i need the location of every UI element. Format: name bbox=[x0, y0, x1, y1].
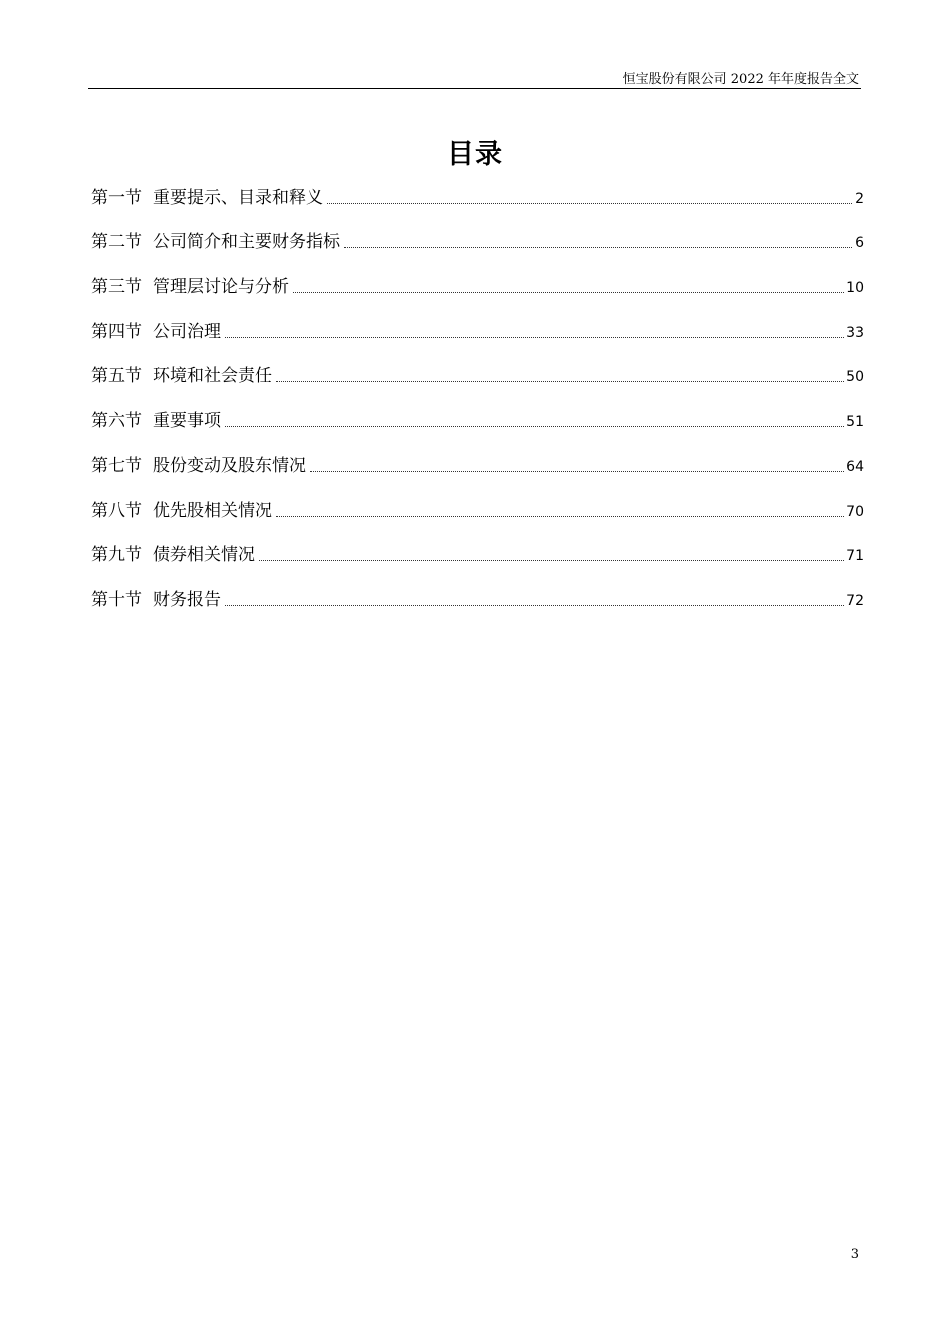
toc-entry[interactable] bbox=[91, 365, 864, 410]
toc-page-number: 71 bbox=[846, 548, 864, 565]
page-header bbox=[88, 66, 861, 89]
toc-section-number: 第十节 bbox=[91, 589, 142, 610]
toc-page-number: 33 bbox=[846, 324, 864, 341]
toc-dot-leader bbox=[225, 337, 844, 338]
toc-dot-leader bbox=[327, 203, 852, 204]
toc-dot-leader bbox=[344, 247, 852, 248]
toc-entry[interactable] bbox=[91, 544, 864, 589]
toc-section-number: 第七节 bbox=[91, 455, 142, 476]
toc-section-number: 第二节 bbox=[91, 232, 142, 253]
toc-section-number: 第九节 bbox=[91, 545, 142, 566]
toc-entry[interactable] bbox=[91, 499, 864, 544]
toc-page-number: 64 bbox=[846, 458, 864, 475]
toc-section-number: 第六节 bbox=[91, 411, 142, 432]
page-title: 目录 bbox=[447, 139, 503, 170]
toc-section-title: 优先股相关情况 bbox=[153, 500, 272, 521]
toc-page-number: 10 bbox=[846, 280, 864, 297]
toc-section-number: 第四节 bbox=[91, 321, 142, 342]
toc-entry[interactable] bbox=[91, 275, 864, 320]
header-text: 恒宝股份有限公司 2022 年年度报告全文 bbox=[622, 72, 859, 87]
toc-dot-leader bbox=[276, 381, 844, 382]
toc-section-title: 重要事项 bbox=[153, 411, 221, 432]
toc-section-title: 公司治理 bbox=[153, 321, 221, 342]
toc-entry[interactable] bbox=[91, 231, 864, 276]
toc-section-title: 财务报告 bbox=[153, 589, 221, 610]
toc-page-number: 6 bbox=[855, 235, 864, 252]
toc-section-title: 股份变动及股东情况 bbox=[153, 455, 306, 476]
toc-page-number: 50 bbox=[846, 369, 864, 386]
toc-section-number: 第三节 bbox=[91, 277, 142, 298]
toc-dot-leader bbox=[310, 471, 844, 472]
toc-dot-leader bbox=[225, 426, 844, 427]
toc-dot-leader bbox=[276, 516, 844, 517]
toc-entry[interactable] bbox=[91, 186, 864, 231]
footer-page-number: 3 bbox=[850, 1247, 859, 1262]
toc-page-number: 51 bbox=[846, 414, 864, 431]
toc-section-title: 债券相关情况 bbox=[153, 545, 255, 566]
toc-dot-leader bbox=[293, 292, 844, 293]
table-of-contents bbox=[91, 186, 864, 633]
toc-entry[interactable] bbox=[91, 588, 864, 633]
toc-entry[interactable] bbox=[91, 454, 864, 499]
toc-section-title: 重要提示、目录和释义 bbox=[153, 187, 323, 208]
toc-section-number: 第五节 bbox=[91, 366, 142, 387]
toc-section-title: 管理层讨论与分析 bbox=[153, 277, 289, 298]
toc-section-number: 第一节 bbox=[91, 187, 142, 208]
toc-page-number: 72 bbox=[846, 592, 864, 609]
toc-page-number: 70 bbox=[846, 503, 864, 520]
toc-dot-leader bbox=[259, 560, 844, 561]
toc-dot-leader bbox=[225, 605, 844, 606]
toc-section-title: 环境和社会责任 bbox=[153, 366, 272, 387]
toc-entry[interactable] bbox=[91, 409, 864, 454]
toc-section-title: 公司简介和主要财务指标 bbox=[153, 232, 340, 253]
toc-entry[interactable] bbox=[91, 320, 864, 365]
toc-section-number: 第八节 bbox=[91, 500, 142, 521]
toc-page-number: 2 bbox=[855, 190, 864, 207]
